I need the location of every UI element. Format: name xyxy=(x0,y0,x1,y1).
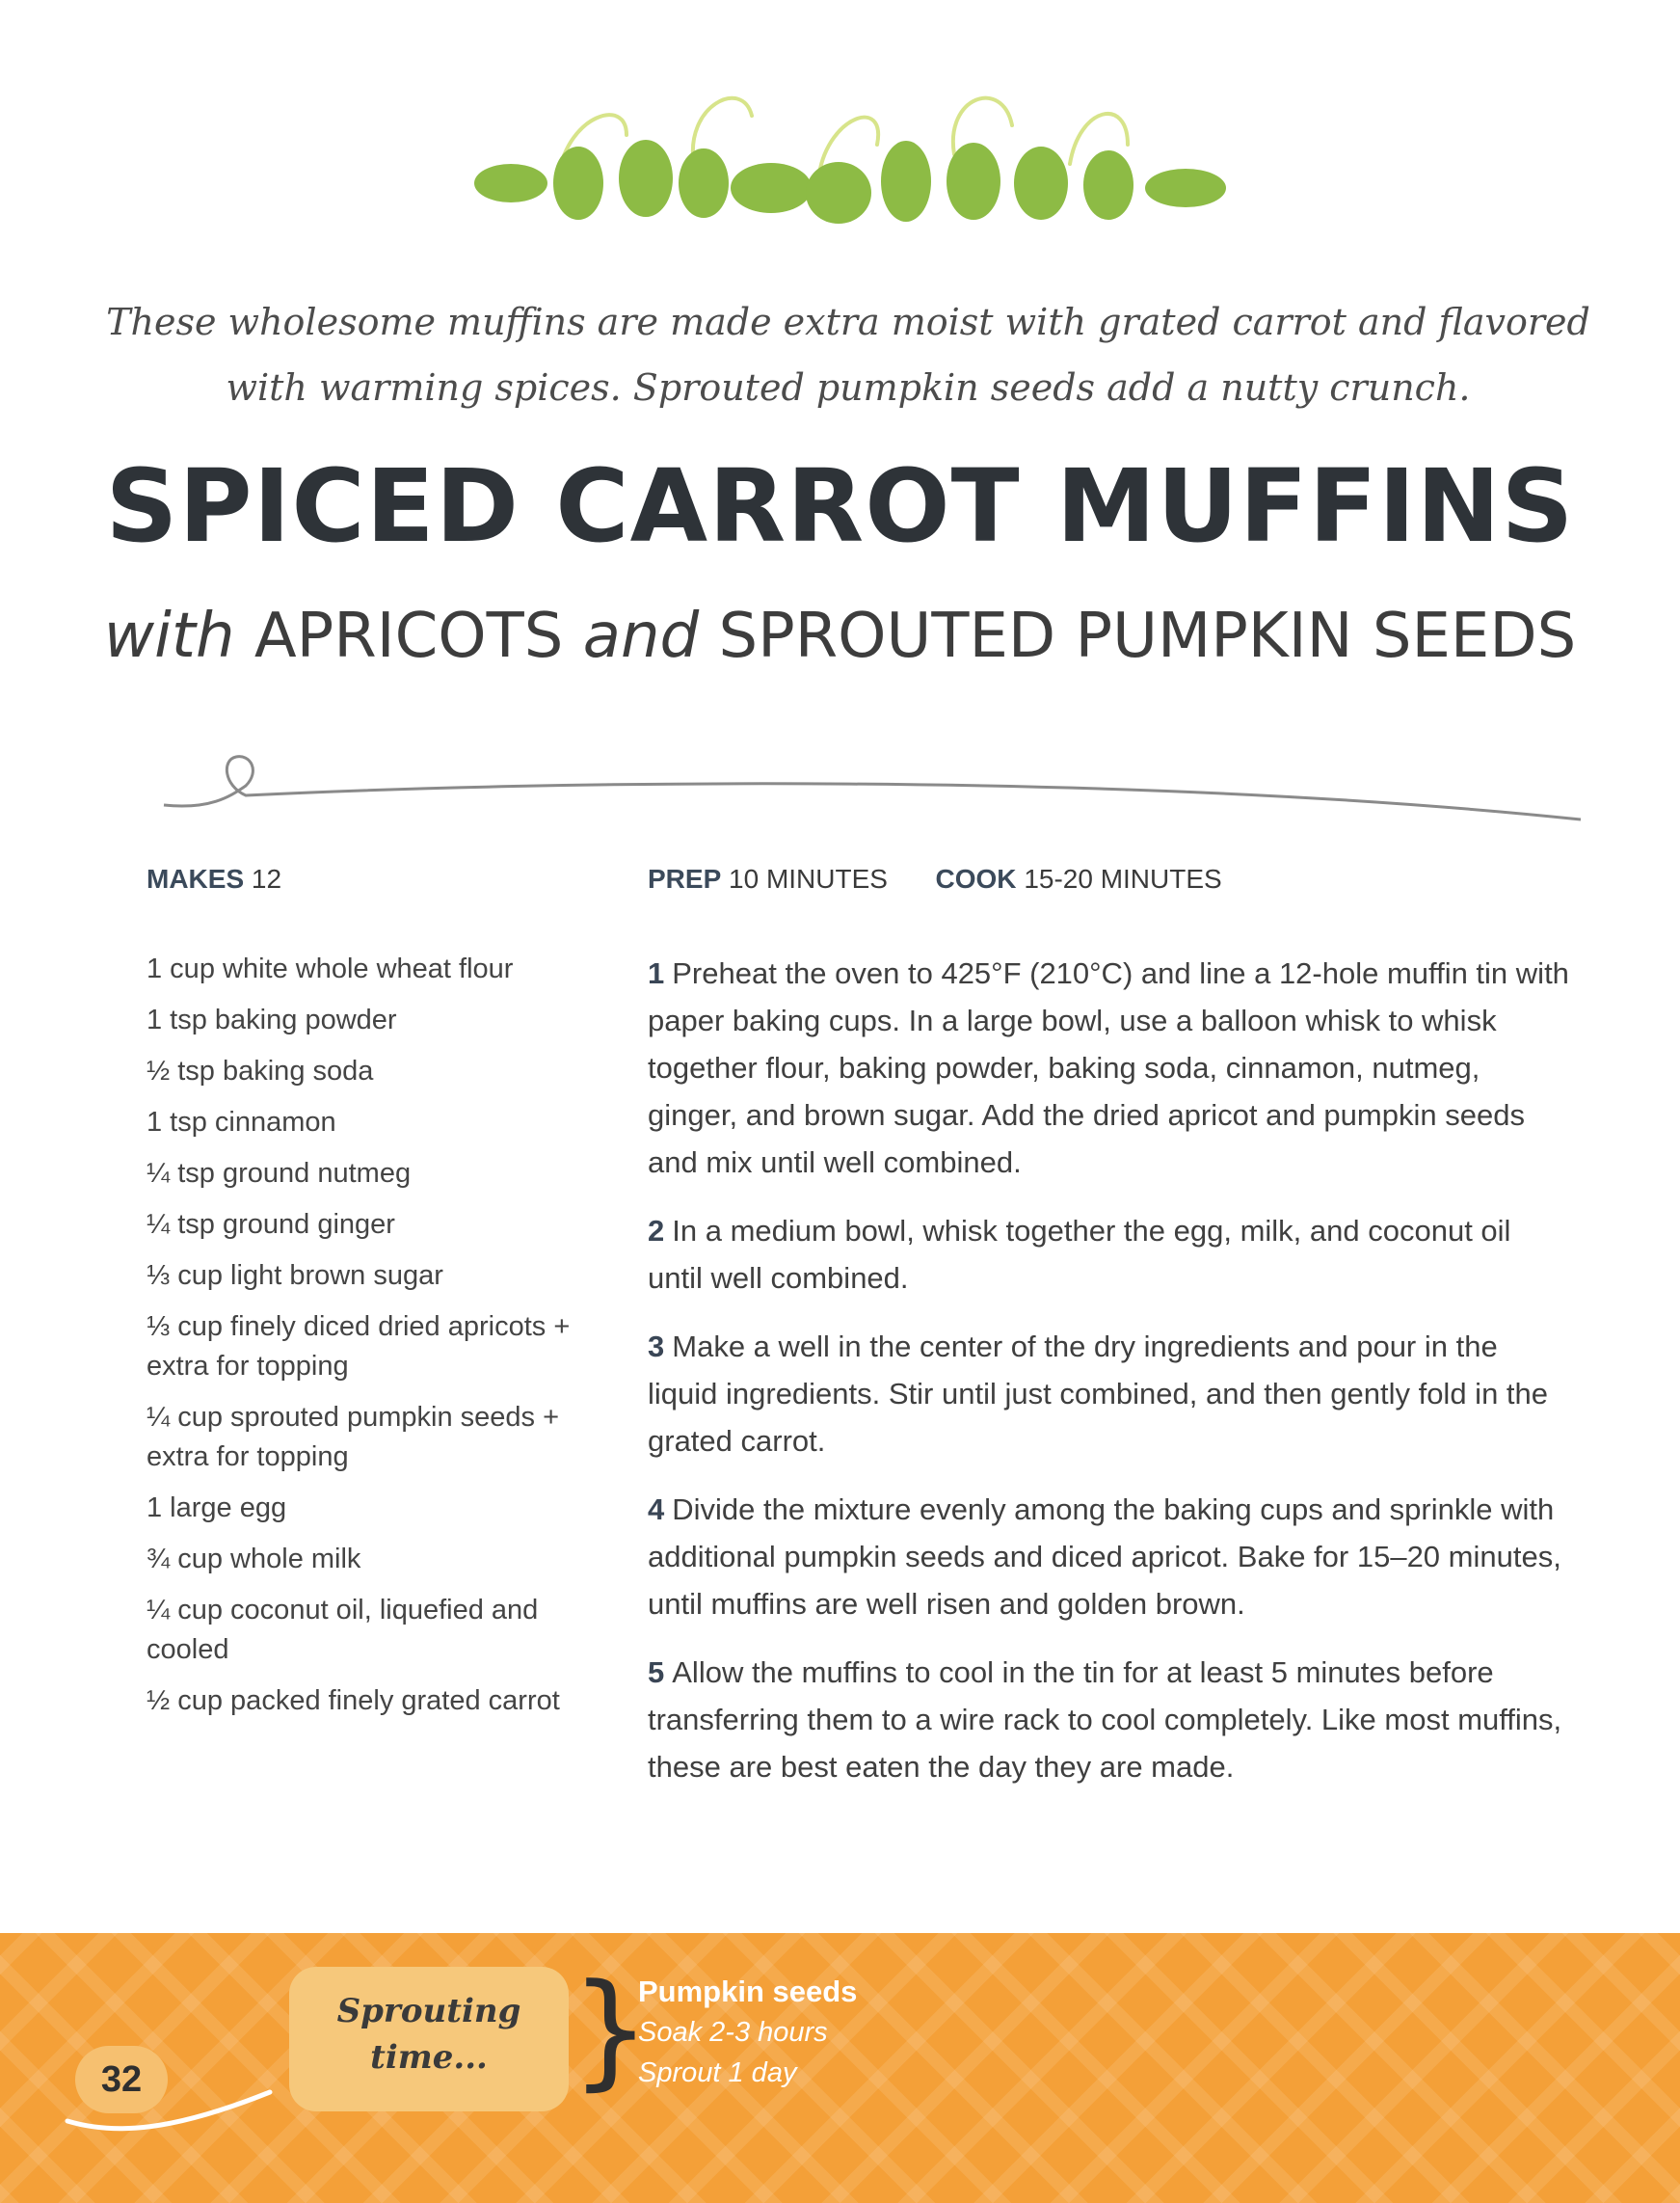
step-4 xyxy=(648,1486,1573,1627)
step-3 xyxy=(648,1323,1573,1464)
recipe-subtitle xyxy=(0,598,1680,675)
recipe-title: SPICED CARROT MUFFINS xyxy=(105,447,1575,565)
step-2 xyxy=(648,1207,1573,1302)
makes-value: 12 xyxy=(251,864,282,894)
sprouted-seeds-illustration xyxy=(453,58,1282,251)
page-number: 32 xyxy=(75,2046,168,2113)
step-number: 2 xyxy=(648,1214,665,1248)
ingredient-item: 1 tsp cinnamon xyxy=(147,1107,336,1138)
step-number: 3 xyxy=(648,1330,665,1363)
ingredient-item: ⅓ cup finely diced dried apricots + extra for topping xyxy=(147,1311,571,1382)
ingredient-item: ¼ cup coconut oil, liquefied and cooled xyxy=(147,1595,539,1665)
cook-value: 15-20 MINUTES xyxy=(1024,864,1222,894)
prep-value: 10 MINUTES xyxy=(729,864,888,894)
soak-time: Soak 2-3 hours xyxy=(638,2017,828,2048)
ingredient-item: 1 tsp baking powder xyxy=(147,1005,397,1035)
decorative-divider xyxy=(154,742,1590,839)
subtitle-seeds: SPROUTED PUMPKIN SEEDS xyxy=(718,601,1577,672)
step-text: Divide the mixture evenly among the baking cups and sprinkle with additional pumpkin seeds and diced apricot. Bake for 15–20 minutes, until muffins are well risen and golden brown. xyxy=(648,1492,1561,1621)
ingredient-item: ¼ tsp ground ginger xyxy=(147,1209,395,1240)
ingredient-item: ¼ cup sprouted pumpkin seeds + extra for topping xyxy=(147,1402,560,1472)
ingredient-item: ½ tsp baking soda xyxy=(147,1056,374,1087)
subtitle-and: and xyxy=(582,601,700,672)
ingredient-item: 1 large egg xyxy=(147,1492,287,1523)
step-5 xyxy=(648,1649,1573,1790)
ingredients-list xyxy=(147,950,600,1733)
step-number: 5 xyxy=(648,1655,665,1689)
makes-label: MAKES xyxy=(147,864,245,894)
ingredient-item: ⅓ cup light brown sugar xyxy=(147,1260,443,1291)
sprouting-tag-line2: time... xyxy=(370,2038,488,2077)
ingredient-item: 1 cup white whole wheat flour xyxy=(147,954,514,984)
ingredient-item: ¾ cup whole milk xyxy=(147,1544,361,1574)
step-1 xyxy=(648,950,1573,1186)
sprouting-time-tag xyxy=(289,1967,569,2111)
step-text: Allow the muffins to cool in the tin for at least 5 minutes before transferring them to a wire rack to cool completely. Like most muffins, these are best eaten the day they are made. xyxy=(648,1655,1562,1784)
step-number: 4 xyxy=(648,1492,665,1526)
makes-info xyxy=(147,864,281,895)
step-text: In a medium bowl, whisk together the egg, milk, and coconut oil until well combined. xyxy=(648,1214,1511,1295)
method-steps xyxy=(648,950,1573,1812)
prep-label: PREP xyxy=(648,864,722,894)
intro-text: These wholesome muffins are made extra moist with grated carrot and flavored with warming spices. Sprouted pumpkin seeds add a nutty crunch. xyxy=(106,301,1590,409)
step-text: Preheat the oven to 425°F (210°C) and line a 12-hole muffin tin with paper baking cups. In a large bowl, use a balloon whisk to whisk together flour, baking powder, baking soda, cinnamon, nutmeg, ginger, and brown sugar. Add the dried apricot and pumpkin seeds and mix until well combined. xyxy=(648,956,1569,1179)
ingredient-item: ¼ tsp ground nutmeg xyxy=(147,1158,412,1189)
subtitle-apricots: APRICOTS xyxy=(253,601,564,672)
timing-info xyxy=(648,864,1222,895)
ingredient-item: ½ cup packed finely grated carrot xyxy=(147,1685,560,1716)
subtitle-with: with xyxy=(103,601,235,672)
seed-name: Pumpkin seeds xyxy=(638,1975,858,2008)
step-text: Make a well in the center of the dry ingredients and pour in the liquid ingredients. Stir until just combined, and then gently fold in the grated carrot. xyxy=(648,1330,1549,1458)
sprout-time: Sprout 1 day xyxy=(638,2057,797,2088)
cook-label: COOK xyxy=(935,864,1017,894)
swoosh-decoration xyxy=(58,2082,280,2140)
step-number: 1 xyxy=(648,956,665,990)
sprouting-info xyxy=(638,1972,857,2093)
sprouting-tag-line1: Sprouting xyxy=(336,1992,521,2030)
brace-icon: } xyxy=(571,1956,651,2103)
